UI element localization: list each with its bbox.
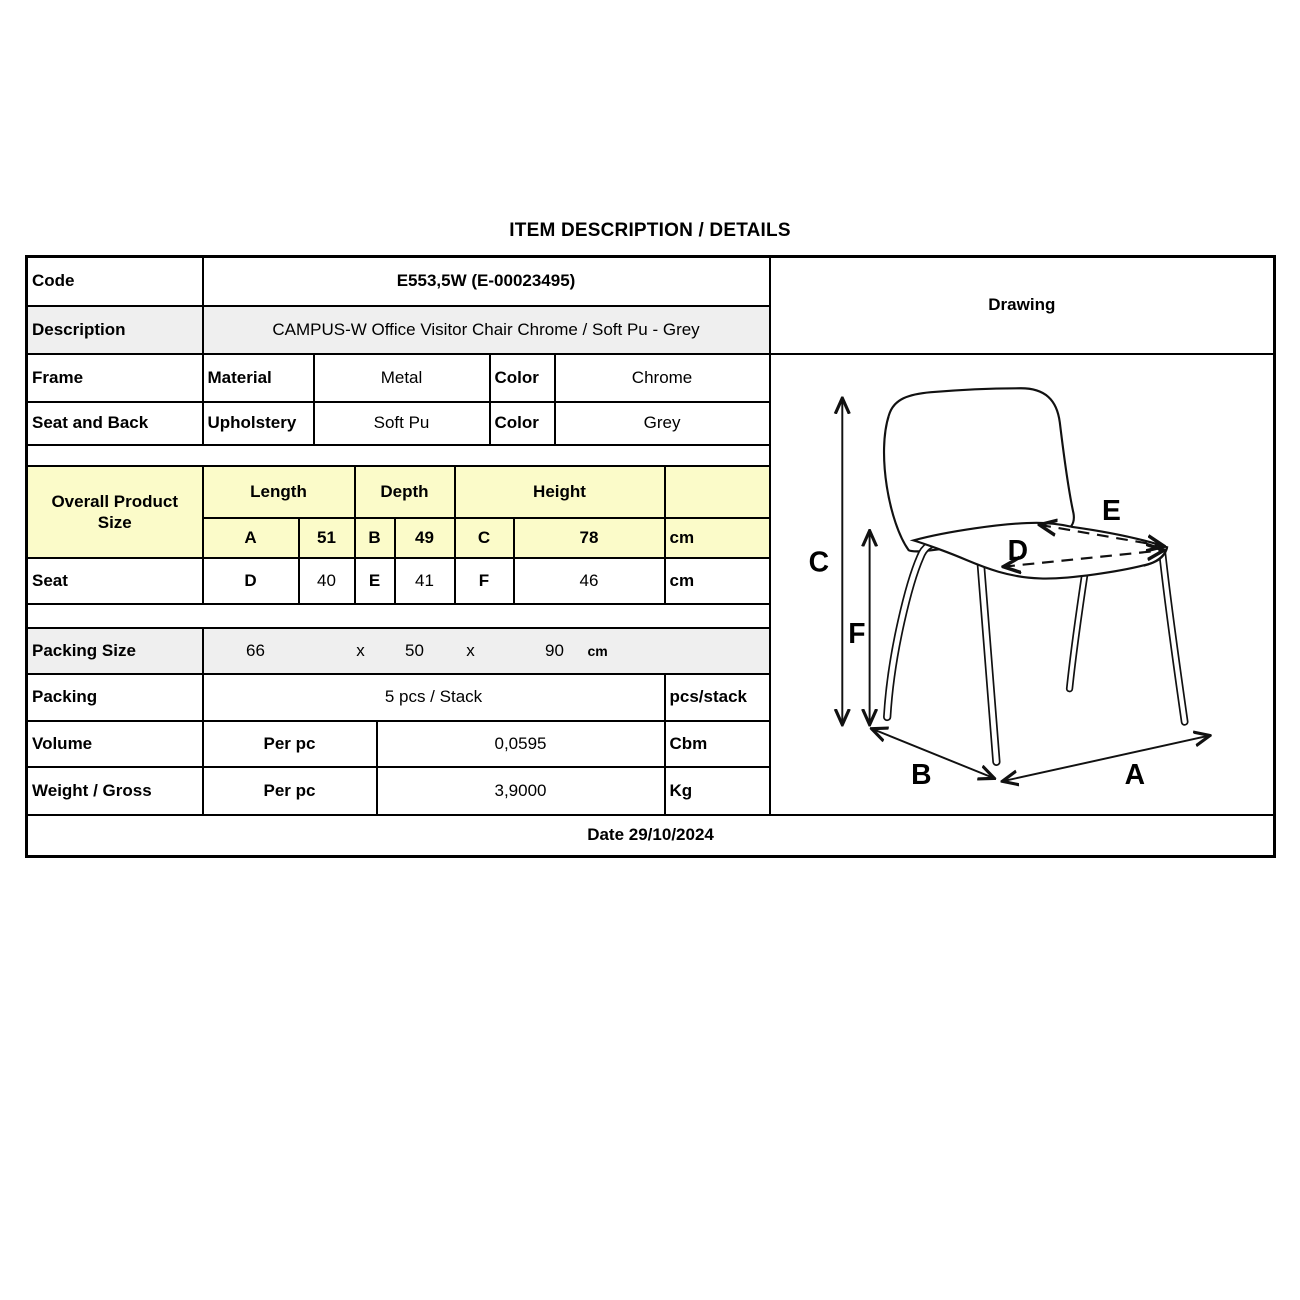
packing-size-v3: 90 xyxy=(545,640,564,660)
spacer-cell xyxy=(27,604,770,628)
packing-size-label: Packing Size xyxy=(27,628,203,674)
page-title: ITEM DESCRIPTION / DETAILS xyxy=(509,220,791,241)
seat-e-value: 41 xyxy=(395,558,455,604)
seat-label: Seat xyxy=(27,558,203,604)
drawing-panel-title: Drawing xyxy=(770,257,1275,354)
weight-value: 3,9000 xyxy=(377,767,665,815)
dim-label-b: B xyxy=(910,758,932,791)
size-b-value: 49 xyxy=(395,518,455,558)
frame-color-label: Color xyxy=(490,354,555,402)
volume-value: 0,0595 xyxy=(377,721,665,767)
spacer-cell xyxy=(27,445,770,466)
frame-color-value: Chrome xyxy=(555,354,770,402)
chair-drawing-cell xyxy=(770,354,1275,815)
packing-label: Packing xyxy=(27,674,203,721)
size-unit: cm xyxy=(665,518,770,558)
frame-material-label: Material xyxy=(203,354,314,402)
seat-f-key: F xyxy=(455,558,514,604)
date-value: Date 29/10/2024 xyxy=(27,815,1275,857)
volume-unit: Cbm xyxy=(665,721,770,767)
size-col-depth: Depth xyxy=(355,466,455,518)
packing-size-x2: x xyxy=(466,640,475,660)
code-label: Code xyxy=(27,257,203,306)
seat-back-upholstery-value: Soft Pu xyxy=(314,402,490,445)
packing-size-v2: 50 xyxy=(405,640,424,660)
volume-label: Volume xyxy=(27,721,203,767)
size-a-key: A xyxy=(203,518,299,558)
dim-label-d: D xyxy=(1007,534,1028,567)
packing-unit: pcs/stack xyxy=(665,674,770,721)
seat-back-color-value: Grey xyxy=(555,402,770,445)
dim-label-a: A xyxy=(1124,758,1145,791)
dim-line-a xyxy=(1002,736,1210,782)
packing-size-unit: cm xyxy=(587,642,608,659)
dim-label-f: F xyxy=(847,617,866,650)
packing-size-x1: x xyxy=(356,640,365,660)
dim-label-e: E xyxy=(1101,494,1121,527)
chair-drawing xyxy=(775,359,1270,809)
size-c-value: 78 xyxy=(514,518,665,558)
seat-f-value: 46 xyxy=(514,558,665,604)
seat-back-label: Seat and Back xyxy=(27,402,203,445)
packing-size-values xyxy=(203,628,770,674)
size-col-height: Height xyxy=(455,466,665,518)
overall-size-label xyxy=(27,466,203,558)
spec-table xyxy=(25,255,1276,858)
seat-d-value: 40 xyxy=(299,558,355,604)
seat-back-color-label: Color xyxy=(490,402,555,445)
seat-unit: cm xyxy=(665,558,770,604)
packing-value: 5 pcs / Stack xyxy=(203,674,665,721)
frame-material-value: Metal xyxy=(314,354,490,402)
packing-size-v1: 66 xyxy=(246,640,265,660)
overall-size-label-line1: Overall Product xyxy=(51,491,179,511)
chair-seat xyxy=(913,523,1167,579)
seat-e-key: E xyxy=(355,558,395,604)
date-row xyxy=(27,815,1275,857)
size-b-key: B xyxy=(355,518,395,558)
weight-unit: Kg xyxy=(665,767,770,815)
seat-back-upholstery-label: Upholstery xyxy=(203,402,314,445)
frame-label: Frame xyxy=(27,354,203,402)
dim-label-c: C xyxy=(808,545,829,578)
description-label: Description xyxy=(27,306,203,354)
size-col-length: Length xyxy=(203,466,355,518)
dim-line-b xyxy=(871,729,994,779)
weight-label: Weight / Gross xyxy=(27,767,203,815)
frame-row xyxy=(27,354,1275,402)
volume-per: Per pc xyxy=(203,721,377,767)
size-c-key: C xyxy=(455,518,514,558)
code-value: E553,5W (E-00023495) xyxy=(203,257,770,306)
size-header-empty xyxy=(665,466,770,518)
weight-per: Per pc xyxy=(203,767,377,815)
seat-d-key: D xyxy=(203,558,299,604)
code-row xyxy=(27,257,1275,306)
size-a-value: 51 xyxy=(299,518,355,558)
overall-size-label-line2: Size xyxy=(97,512,132,532)
description-value: CAMPUS-W Office Visitor Chair Chrome / Soft Pu - Grey xyxy=(203,306,770,354)
